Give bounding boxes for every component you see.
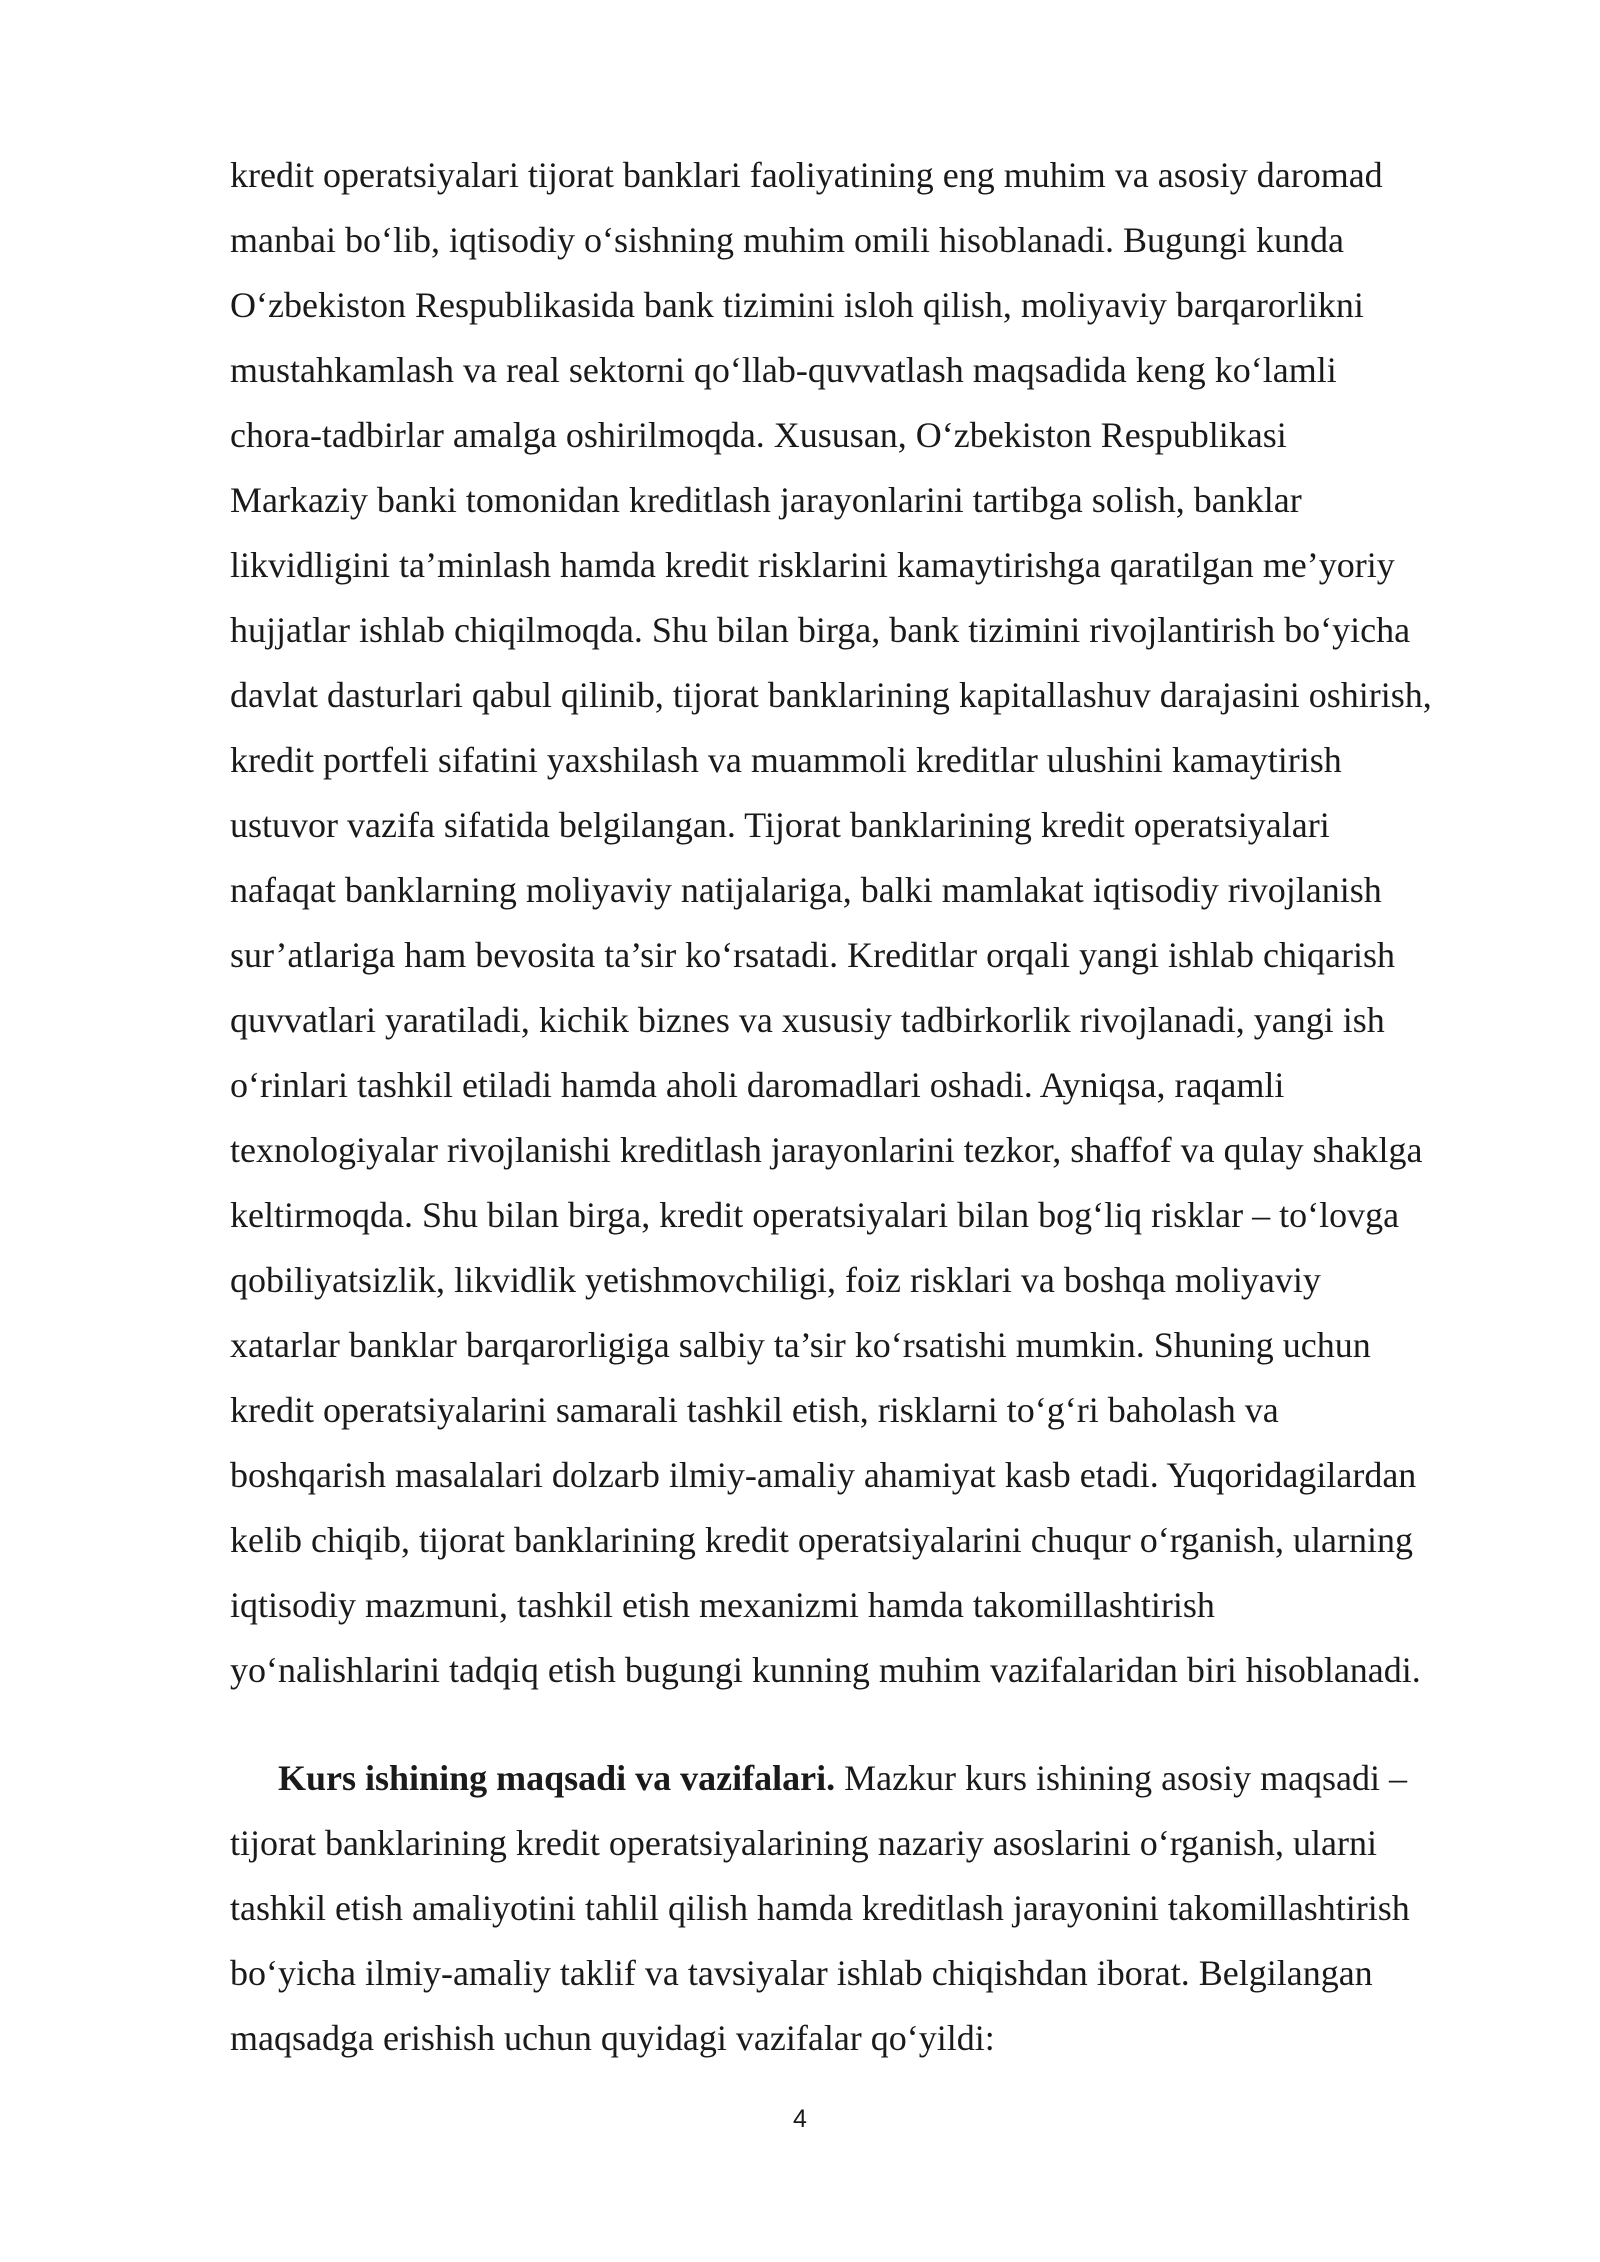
paragraph-introduction — [230, 143, 1510, 1703]
heading-continuation: Mazkur kurs ishining asosiy maqsadi – — [835, 1758, 1408, 1798]
page-number: 4 — [793, 2105, 807, 2133]
text-line: mustahkamlash va real sektorni qo‘llab-quvvatlash maqsadida keng ko‘lamli — [230, 350, 1337, 390]
text-line: Markaziy banki tomonidan kreditlash jarayonlarini tartibga solish, banklar — [230, 480, 1302, 520]
text-line: kredit operatsiyalari tijorat banklari faoliyatining eng muhim va asosiy daromad — [230, 155, 1383, 195]
text-line: quvvatlari yaratiladi, kichik biznes va xususiy tadbirkorlik rivojlanadi, yangi ish — [230, 1000, 1385, 1040]
text-line: boshqarish masalalari dolzarb ilmiy-amaliy ahamiyat kasb etadi. Yuqoridagilardan — [230, 1455, 1417, 1495]
text-line: kredit portfeli sifatini yaxshilash va muammoli kreditlar ulushini kamaytirish — [230, 740, 1342, 780]
text-line: maqsadga erishish uchun quyidagi vazifalar qo‘yildi: — [230, 2018, 995, 2058]
text-line: nafaqat banklarning moliyaviy natijalariga, balki mamlakat iqtisodiy rivojlanish — [230, 870, 1382, 910]
text-line: tashkil etish amaliyotini tahlil qilish hamda kreditlash jarayonini takomillashtirish — [230, 1888, 1410, 1928]
text-line: o‘rinlari tashkil etiladi hamda aholi daromadlari oshadi. Ayniqsa, raqamli — [230, 1065, 1285, 1105]
text-line: tijorat banklarining kredit operatsiyalarining nazariy asoslarini o‘rganish, ularni — [230, 1823, 1377, 1863]
text-line: sur’atlariga ham bevosita ta’sir ko‘rsatadi. Kreditlar orqali yangi ishlab chiqarish — [230, 935, 1395, 975]
text-line: yo‘nalishlarini tadqiq etish bugungi kunning muhim vazifalaridan biri hisoblanadi. — [230, 1650, 1421, 1690]
text-line: qobiliyatsizlik, likvidlik yetishmovchiligi, foiz risklari va boshqa moliyaviy — [230, 1260, 1321, 1300]
text-line: davlat dasturlari qabul qilinib, tijorat banklarining kapitallashuv darajasini oshirish, — [230, 675, 1432, 715]
text-line: xatarlar banklar barqarorligiga salbiy ta’sir ko‘rsatishi mumkin. Shuning uchun — [230, 1325, 1371, 1365]
text-line: manbai bo‘lib, iqtisodiy o‘sishning muhim omili hisoblanadi. Bugungi kunda — [230, 220, 1344, 260]
text-line: chora-tadbirlar amalga oshirilmoqda. Xususan, O‘zbekiston Respublikasi — [230, 415, 1287, 455]
text-line: keltirmoqda. Shu bilan birga, kredit operatsiyalari bilan bog‘liq risklar – to‘lovga — [230, 1195, 1400, 1235]
text-line: hujjatlar ishlab chiqilmoqda. Shu bilan birga, bank tizimini rivojlantirish bo‘yicha — [230, 610, 1411, 650]
paragraph-objectives — [230, 1746, 1510, 2071]
text-line: iqtisodiy mazmuni, tashkil etish mexanizmi hamda takomillashtirish — [230, 1585, 1215, 1625]
text-line: texnologiyalar rivojlanishi kreditlash jarayonlarini tezkor, shaffof va qulay shaklga — [230, 1130, 1423, 1170]
text-line: O‘zbekiston Respublikasida bank tizimini isloh qilish, moliyaviy barqarorlikni — [230, 285, 1364, 325]
section-heading: Kurs ishining maqsadi va vazifalari. — [278, 1758, 836, 1798]
text-line: kelib chiqib, tijorat banklarining kredit operatsiyalarini chuqur o‘rganish, ularning — [230, 1520, 1414, 1560]
text-line: likvidligini ta’minlash hamda kredit risklarini kamaytirishga qaratilgan me’yoriy — [230, 545, 1395, 585]
text-line: kredit operatsiyalarini samarali tashkil etish, risklarni to‘g‘ri baholash va — [230, 1390, 1279, 1430]
text-line: ustuvor vazifa sifatida belgilangan. Tijorat banklarining kredit operatsiyalari — [230, 805, 1330, 845]
text-line — [230, 1746, 1510, 1811]
text-line: bo‘yicha ilmiy-amaliy taklif va tavsiyalar ishlab chiqishdan iborat. Belgilangan — [230, 1953, 1373, 1993]
